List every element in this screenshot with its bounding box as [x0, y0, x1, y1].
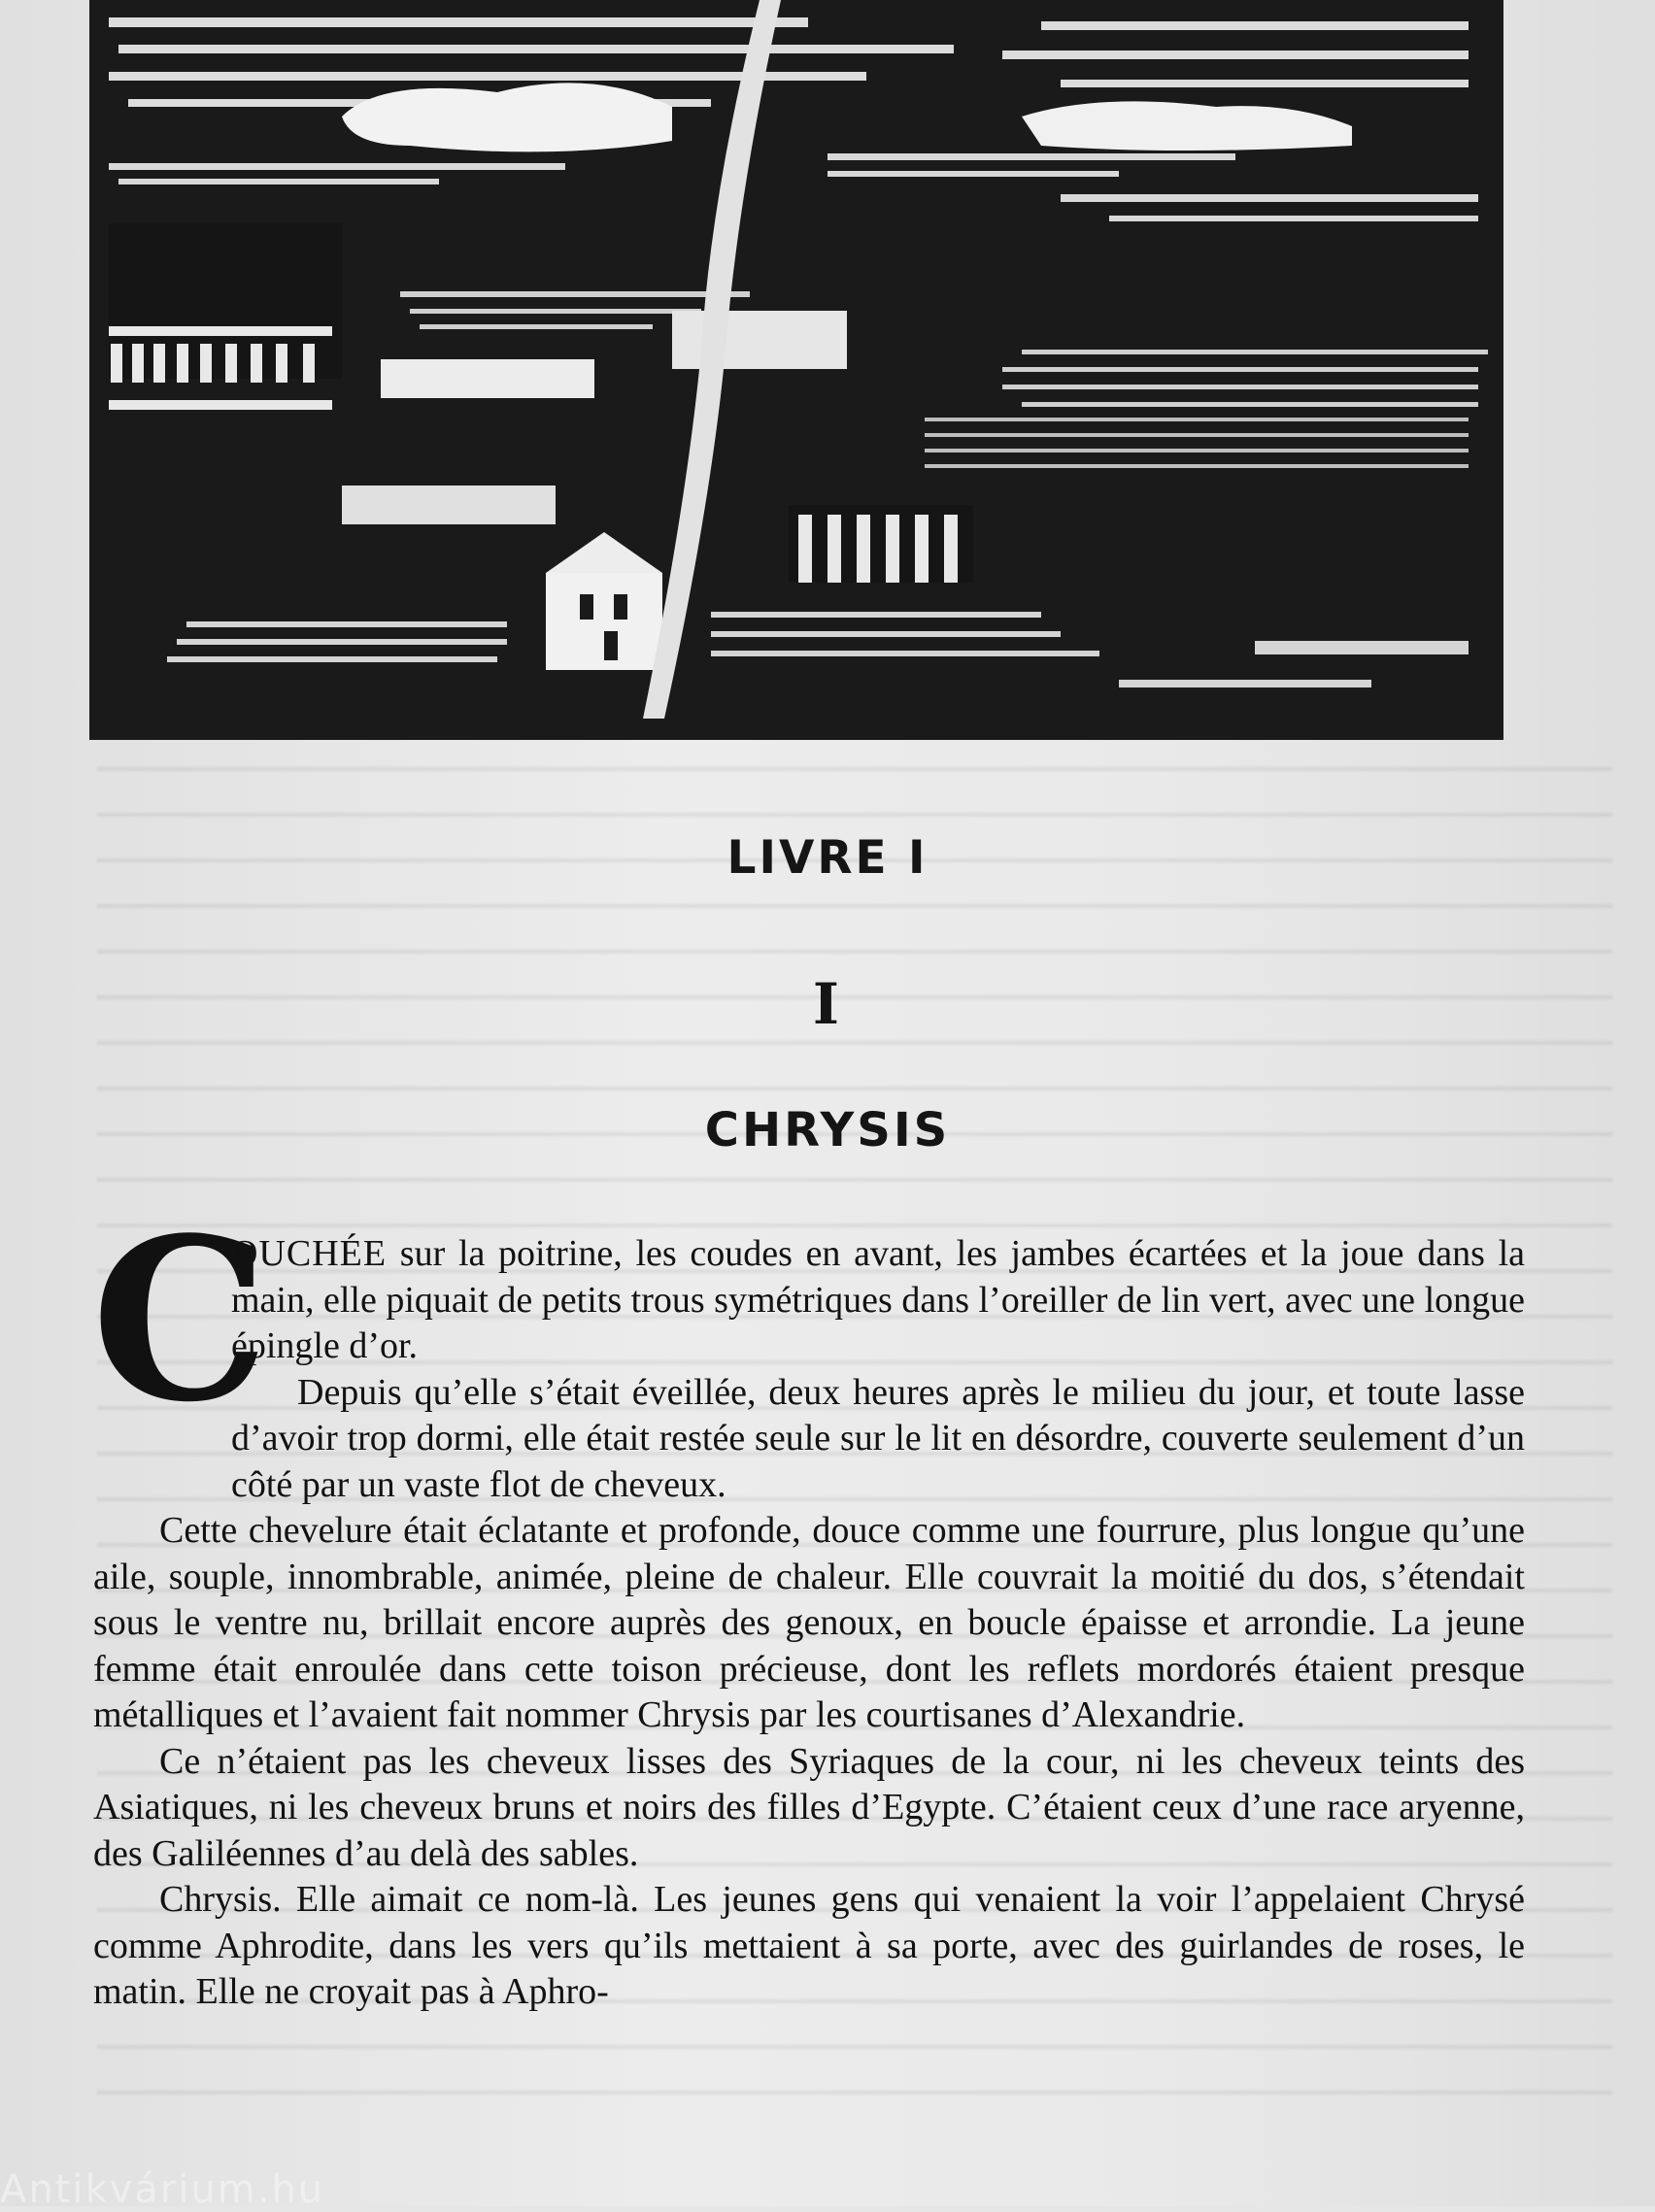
chapter-title: CHRYSIS [704, 1103, 951, 1157]
paragraph-5: Chrysis. Elle aimait ce nom-là. Les jeunes gens qui venaient la voir l’appelaient Chrysé comme Aphrodite, dans les vers qu’ils mettaient à sa porte, avec des guirlandes de roses, le matin. Elle ne croyait pas à Aphro- [93, 1879, 1525, 2012]
body-text [93, 1231, 1525, 2016]
paragraph-1-lead: OUCHÉE [231, 1233, 388, 1274]
paragraph-3: Cette chevelure était éclatante et profonde, douce comme une fourrure, plus longue qu’une aile, souple, innombrable, animée, pleine de chaleur. Elle couvrait la moitié du dos, s’étendait sous le ventre nu, brillait encore auprès des genoux, en boucle épaisse et arrondie. La jeune femme était enroulée dans cette toison précieuse, dont les reflets mordorés étaient presque métalliques et l’avaient fait nommer Chrysis par les courtisanes d’Alexandrie. [93, 1510, 1525, 1735]
paragraph-1-text: sur la poitrine, les coudes en avant, les jambes écartées et la joue dans la main, elle piquait de petits trous symétriques dans l’oreiller de lin vert, avec une longue épingle d’or. [231, 1233, 1525, 1366]
paragraph-2: Depuis qu’elle s’était éveillée, deux heures après le milieu du jour, et toute lasse d’avoir trop dormi, elle était restée seule sur le lit en désordre, couverte seulement d’un côté par un vaste flot de cheveux. [231, 1371, 1525, 1505]
chapter-number: I [812, 971, 843, 1037]
woodcut-landscape-icon [89, 0, 1503, 740]
book-heading: LIVRE I [726, 831, 929, 885]
paragraph-1 [93, 1231, 1525, 1370]
drop-cap-glyph: C [91, 1190, 270, 1452]
paragraph-4: Ce n’étaient pas les cheveux lisses des Syriaques de la cour, ni les cheveux teints des Asiatiques, ni les cheveux bruns et noirs des filles d’Egypte. C’étaient ceux d’une race aryenne, des Galiléennes d’au delà des sables. [93, 1740, 1525, 1874]
watermark: Antikvárium.hu [0, 2167, 325, 2212]
woodcut-illustration [89, 0, 1503, 740]
